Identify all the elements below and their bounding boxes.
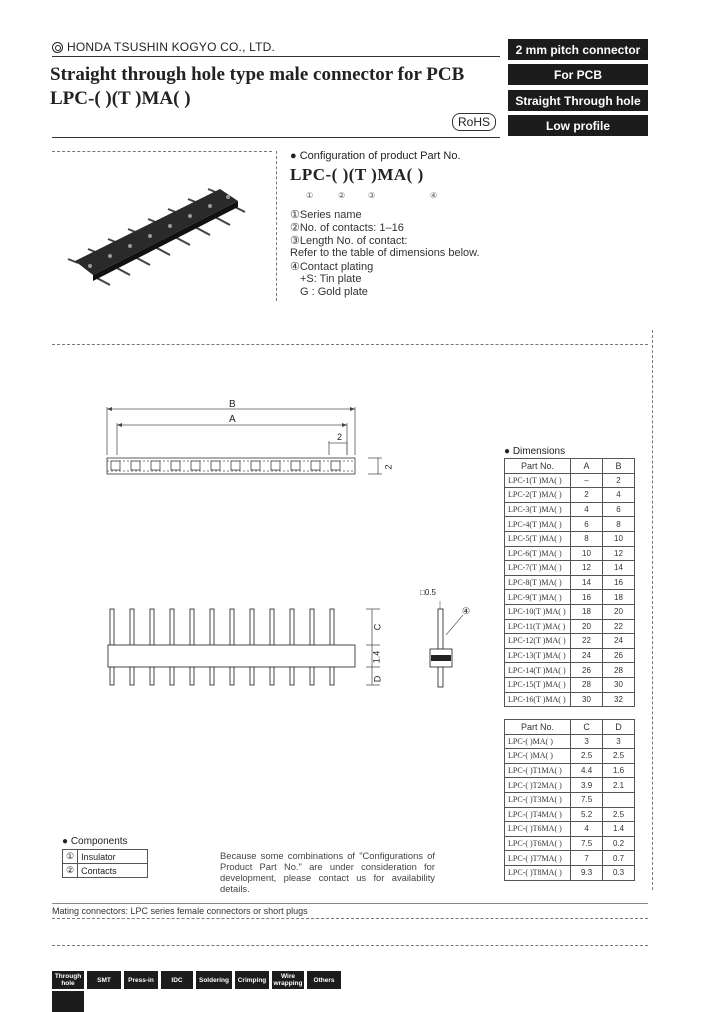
table-row <box>505 502 635 517</box>
part-number-cell: LPC-( )T1MA( ) <box>505 763 571 778</box>
table-row <box>505 734 635 749</box>
value-cell: 26 <box>571 663 603 678</box>
guide-line <box>276 151 277 301</box>
value-cell: 16 <box>571 590 603 605</box>
guide-line <box>52 151 272 152</box>
value-cell: 28 <box>602 663 634 678</box>
mating-connectors: Mating connectors: LPC series female connectors or short plugs <box>52 906 308 916</box>
value-cell: 7.5 <box>571 792 603 807</box>
availability-note: Because some combinations of "Configurations of Product Part No." are under consideration for development, please contact us for availability details. <box>220 850 435 894</box>
dimensions-heading: ● Dimensions <box>504 446 566 457</box>
part-number-cell: LPC-12(T )MA( ) <box>505 634 571 649</box>
label-pitch: 2 <box>337 432 343 442</box>
part-number-cell: LPC-1(T )MA( ) <box>505 473 571 488</box>
value-cell: 4 <box>602 488 634 503</box>
value-cell: 2 <box>571 488 603 503</box>
config-line: Refer to the table of dimensions below. <box>290 247 480 259</box>
component-marker: ② <box>63 864 78 878</box>
value-cell: 5.2 <box>571 807 603 822</box>
part-number-cell: LPC-8(T )MA( ) <box>505 575 571 590</box>
table-row <box>505 575 635 590</box>
part-number-cell: LPC-( )T7MA( ) <box>505 851 571 866</box>
value-cell: 7.5 <box>571 836 603 851</box>
config-marker-4: ④ <box>430 191 438 200</box>
part-number-cell: LPC-( )MA( ) <box>505 734 571 749</box>
cd-dimensions-table <box>504 719 635 881</box>
table-row <box>505 590 635 605</box>
tag-low-profile: Low profile <box>508 115 648 136</box>
component-marker: ① <box>63 850 78 864</box>
components-heading: ● Components <box>62 836 128 847</box>
value-cell: 14 <box>571 575 603 590</box>
table-row <box>505 488 635 503</box>
label-1-4: 1.4 <box>371 650 382 664</box>
config-part-number: LPC-( )(T )MA( ) <box>290 165 424 184</box>
value-cell: 6 <box>571 517 603 532</box>
part-number-cell: LPC-( )T6MA( ) <box>505 822 571 837</box>
config-line: ④Contact plating <box>290 261 374 273</box>
side-view-drawing <box>415 595 485 695</box>
table-row <box>505 836 635 851</box>
value-cell: 4 <box>571 822 603 837</box>
dimensions-table <box>504 458 635 707</box>
table-row <box>505 865 635 880</box>
part-number-cell: LPC-14(T )MA( ) <box>505 663 571 678</box>
product-photo <box>60 175 250 295</box>
footer-rule <box>52 903 648 904</box>
table-row <box>505 807 635 822</box>
part-number-cell: LPC-( )MA( ) <box>505 749 571 764</box>
value-cell: 6 <box>602 502 634 517</box>
value-cell: 3 <box>571 734 603 749</box>
part-number-cell: LPC-10(T )MA( ) <box>505 604 571 619</box>
table-row <box>505 792 635 807</box>
table-row <box>505 677 635 692</box>
nav-idc[interactable]: IDC <box>161 971 193 989</box>
table-row <box>505 822 635 837</box>
components-heading-text: Components <box>70 836 128 847</box>
part-number-cell: LPC-( )T4MA( ) <box>505 807 571 822</box>
value-cell: 12 <box>571 561 603 576</box>
value-cell: 8 <box>571 531 603 546</box>
table-row <box>505 851 635 866</box>
table-row <box>505 531 635 546</box>
part-number-cell: LPC-7(T )MA( ) <box>505 561 571 576</box>
table-row <box>505 561 635 576</box>
part-number-cell: LPC-15(T )MA( ) <box>505 677 571 692</box>
config-line: G : Gold plate <box>300 286 368 298</box>
value-cell: 16 <box>602 575 634 590</box>
column-header: A <box>571 459 603 474</box>
tag-through-hole: Straight Through hole <box>508 90 648 111</box>
dimensions-heading-text: Dimensions <box>512 446 566 457</box>
value-cell: 2.5 <box>571 749 603 764</box>
table-row <box>505 634 635 649</box>
value-cell: 1.4 <box>603 822 635 837</box>
value-cell: – <box>571 473 603 488</box>
label-0-5: □0.5 <box>420 588 436 597</box>
value-cell: 2.1 <box>603 778 635 793</box>
label-circle-marker: ④ <box>462 606 471 616</box>
value-cell: 20 <box>602 604 634 619</box>
nav-active-indicator <box>52 991 84 1012</box>
component-name: Insulator <box>78 850 148 864</box>
value-cell: 26 <box>602 648 634 663</box>
nav-soldering[interactable]: Soldering <box>196 971 232 989</box>
value-cell: 28 <box>571 677 603 692</box>
value-cell: 10 <box>571 546 603 561</box>
table-row <box>505 546 635 561</box>
footer-guide <box>52 945 648 946</box>
value-cell: 30 <box>571 692 603 707</box>
value-cell: 2.5 <box>603 749 635 764</box>
table-row <box>505 778 635 793</box>
nav-through-hole[interactable]: Through hole <box>52 971 84 989</box>
part-number-cell: LPC-( )T2MA( ) <box>505 778 571 793</box>
label-c: C <box>372 623 383 631</box>
part-number-cell: LPC-9(T )MA( ) <box>505 590 571 605</box>
part-number-cell: LPC-3(T )MA( ) <box>505 502 571 517</box>
table-row <box>505 473 635 488</box>
config-marker-3: ③ <box>368 191 376 200</box>
company-header <box>52 40 275 54</box>
title-rule <box>52 137 500 138</box>
nav-others[interactable]: Others <box>307 971 341 989</box>
value-cell: 1.6 <box>603 763 635 778</box>
value-cell: 0.3 <box>603 865 635 880</box>
table-row <box>505 763 635 778</box>
components-table <box>62 849 148 878</box>
component-name: Contacts <box>78 864 148 878</box>
config-heading: ● Configuration of product Part No. <box>290 150 461 162</box>
table-header-row <box>505 720 635 735</box>
label-b: B <box>229 399 236 410</box>
value-cell: 8 <box>602 517 634 532</box>
config-line: +S: Tin plate <box>300 273 362 285</box>
part-number-cell: LPC-16(T )MA( ) <box>505 692 571 707</box>
part-number-cell: LPC-13(T )MA( ) <box>505 648 571 663</box>
part-number-cell: LPC-5(T )MA( ) <box>505 531 571 546</box>
value-cell: 18 <box>602 590 634 605</box>
technical-drawing <box>100 395 400 695</box>
page-title: Straight through hole type male connector for PCB <box>50 64 465 85</box>
column-header: D <box>603 720 635 735</box>
nav-crimping[interactable]: Crimping <box>235 971 269 989</box>
value-cell: 0.2 <box>603 836 635 851</box>
table-row <box>505 619 635 634</box>
value-cell: 10 <box>602 531 634 546</box>
column-header: Part No. <box>505 459 571 474</box>
config-heading-text: Configuration of product Part No. <box>299 150 461 162</box>
config-marker-1: ① <box>306 191 314 200</box>
tag-pitch: 2 mm pitch connector <box>508 39 648 60</box>
column-header: B <box>602 459 634 474</box>
config-marker-2: ② <box>338 191 346 200</box>
value-cell: 14 <box>602 561 634 576</box>
value-cell: 3.9 <box>571 778 603 793</box>
guide-line <box>52 344 648 345</box>
table-row <box>505 517 635 532</box>
table-row <box>63 850 148 864</box>
value-cell: 4 <box>571 502 603 517</box>
table-row <box>63 864 148 878</box>
config-line: ③Length No. of contact: <box>290 235 408 247</box>
table-row <box>505 749 635 764</box>
column-header: C <box>571 720 603 735</box>
rohs-badge: RoHS <box>452 113 496 131</box>
value-cell: 22 <box>602 619 634 634</box>
table-row <box>505 604 635 619</box>
part-number-cell: LPC-11(T )MA( ) <box>505 619 571 634</box>
value-cell: 4.4 <box>571 763 603 778</box>
table-header-row <box>505 459 635 474</box>
page-part-number: LPC-( )(T )MA( ) <box>50 88 191 109</box>
part-number-cell: LPC-( )T3MA( ) <box>505 792 571 807</box>
value-cell: 2 <box>602 473 634 488</box>
value-cell: 2.5 <box>603 807 635 822</box>
nav-press-in[interactable]: Press-in <box>124 971 158 989</box>
part-number-cell: LPC-( )T6MA( ) <box>505 836 571 851</box>
company-name: HONDA TSUSHIN KOGYO CO., LTD. <box>67 40 276 54</box>
value-cell: 30 <box>602 677 634 692</box>
tag-pcb: For PCB <box>508 64 648 85</box>
header-rule <box>52 56 500 57</box>
value-cell: 12 <box>602 546 634 561</box>
nav-smt[interactable]: SMT <box>87 971 121 989</box>
value-cell: 24 <box>602 634 634 649</box>
label-height: 2 <box>383 464 394 470</box>
footer-guide <box>52 918 648 919</box>
value-cell: 20 <box>571 619 603 634</box>
value-cell: 3 <box>603 734 635 749</box>
label-a: A <box>229 414 236 425</box>
table-row <box>505 692 635 707</box>
company-logo-icon <box>52 42 63 53</box>
nav-wire-wrapping[interactable]: Wire wrapping <box>273 973 303 987</box>
value-cell <box>603 792 635 807</box>
column-header: Part No. <box>505 720 571 735</box>
value-cell: 9.3 <box>571 865 603 880</box>
config-line: ②No. of contacts: 1–16 <box>290 222 404 234</box>
label-d: D <box>372 675 383 683</box>
part-number-cell: LPC-4(T )MA( ) <box>505 517 571 532</box>
value-cell: 0.7 <box>603 851 635 866</box>
value-cell: 32 <box>602 692 634 707</box>
part-number-cell: LPC-2(T )MA( ) <box>505 488 571 503</box>
part-number-cell: LPC-( )T8MA( ) <box>505 865 571 880</box>
table-row <box>505 648 635 663</box>
part-number-cell: LPC-6(T )MA( ) <box>505 546 571 561</box>
value-cell: 24 <box>571 648 603 663</box>
guide-line <box>652 330 653 890</box>
config-line: ①Series name <box>290 209 362 221</box>
value-cell: 18 <box>571 604 603 619</box>
table-row <box>505 663 635 678</box>
value-cell: 7 <box>571 851 603 866</box>
value-cell: 22 <box>571 634 603 649</box>
